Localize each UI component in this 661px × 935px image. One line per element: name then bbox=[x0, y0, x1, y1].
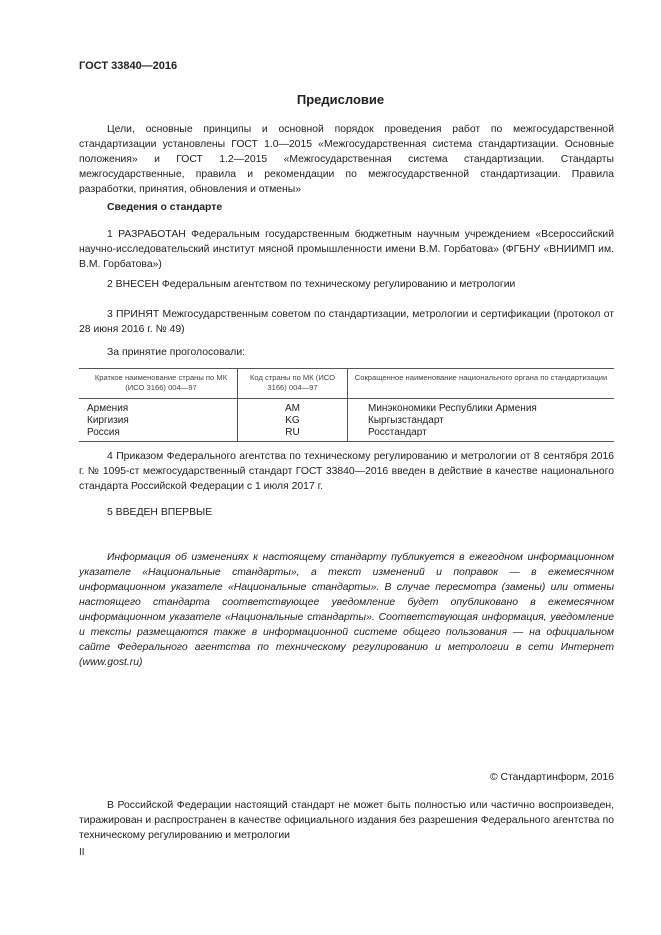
table-row bbox=[79, 399, 614, 416]
document-code-header: ГОСТ 33840—2016 bbox=[79, 60, 178, 72]
changes-info-notice: Информация об изменениях к настоящему стандарту публикуется в ежегодном информационном указателе «Национальные стандарты», а текст изменений и поправок — в ежемесячном информационном указателе «Национальные стандарты». В случае пересмотра (замены) или отмены настоящего стандарта соответствующее уведомление будет опубликовано в ежемесячном информационном указателе «Национальные стандарты». Соответствующая информация, уведомление и тексты размещаются также в информационной системе общего пользования — на официальном сайте Федерального агентства по техническому регулированию и метрологии в сети Интернет (www.gost.ru) bbox=[79, 552, 614, 668]
page-number: II bbox=[79, 847, 85, 858]
table-header-body: Сокращенное наименование национального органа по стандартизации bbox=[348, 369, 615, 399]
page-title: Предисловие bbox=[296, 92, 385, 107]
table-row bbox=[79, 415, 614, 427]
country-name: Киргизия bbox=[87, 415, 129, 426]
table-header-row bbox=[79, 369, 614, 399]
item-4-enacted: 4 Приказом Федерального агентства по техническому регулированию и метрологии от 8 сентября 2016 г. № 1095-ст межгосударственный стандарт ГОСТ 33840—2016 введен в действие в качестве национального стандарта Российской Федерации с 1 июля 2017 г. bbox=[79, 451, 614, 492]
country-code: RU bbox=[238, 427, 348, 442]
standards-body: Росстандарт bbox=[348, 427, 615, 442]
voting-countries-table bbox=[79, 368, 614, 442]
copyright-line: © Стандартинформ, 2016 bbox=[489, 772, 614, 783]
item-2-submitted: 2 ВНЕСЕН Федеральным агентством по техническому регулированию и метрологии bbox=[107, 279, 516, 290]
country-name: Армения bbox=[87, 403, 129, 414]
reproduction-notice: В Российской Федерации настоящий стандарт не может быть полностью или частично воспроизведен, тиражирован и распространен в качестве официального издания без разрешения Федерального агентства по техническому регулированию и метрологии bbox=[79, 800, 614, 841]
intro-paragraph: Цели, основные принципы и основной порядок проведения работ по межгосударственной стандартизации установлены ГОСТ 1.0—2015 «Межгосударственная система стандартизации. Основные положения» и ГОСТ 1.2—2015 «Межгосударственная система стандартизации. Стандарты межгосударственные, правила и рекомендации по межгосударственной стандартизации. Правила разработки, принятия, обновления и отмены» bbox=[79, 124, 614, 195]
country-code: KG bbox=[238, 415, 348, 427]
item-5-first-introduced: 5 ВВЕДЕН ВПЕРВЫЕ bbox=[107, 507, 213, 518]
item-1-developed: 1 РАЗРАБОТАН Федеральным государственным бюджетным научным учреждением «Всероссийский научно-исследовательский институт мясной промышленности имени В.М. Горбатова» (ФГБНУ «ВНИИМП им. В.М. Горбатова») bbox=[79, 229, 614, 270]
table-header-code: Код страны по МК (ИСО 3166) 004—97 bbox=[238, 369, 348, 399]
standards-body: Кыргызстандарт bbox=[348, 415, 615, 427]
country-name: Россия bbox=[79, 427, 238, 442]
standards-body: Минэкономики Республики Армения bbox=[348, 399, 615, 416]
table-header-country: Краткое наименование страны по МК (ИСО 3166) 004—97 bbox=[79, 369, 238, 399]
item-3-adopted: 3 ПРИНЯТ Межгосударственным советом по стандартизации, метрологии и сертификации (протокол от 28 июня 2016 г. № 49) bbox=[79, 309, 614, 335]
votes-label: За принятие проголосовали: bbox=[107, 347, 246, 358]
table-row bbox=[79, 427, 614, 442]
section-heading: Сведения о стандарте bbox=[107, 202, 223, 213]
country-code: AM bbox=[238, 399, 348, 416]
